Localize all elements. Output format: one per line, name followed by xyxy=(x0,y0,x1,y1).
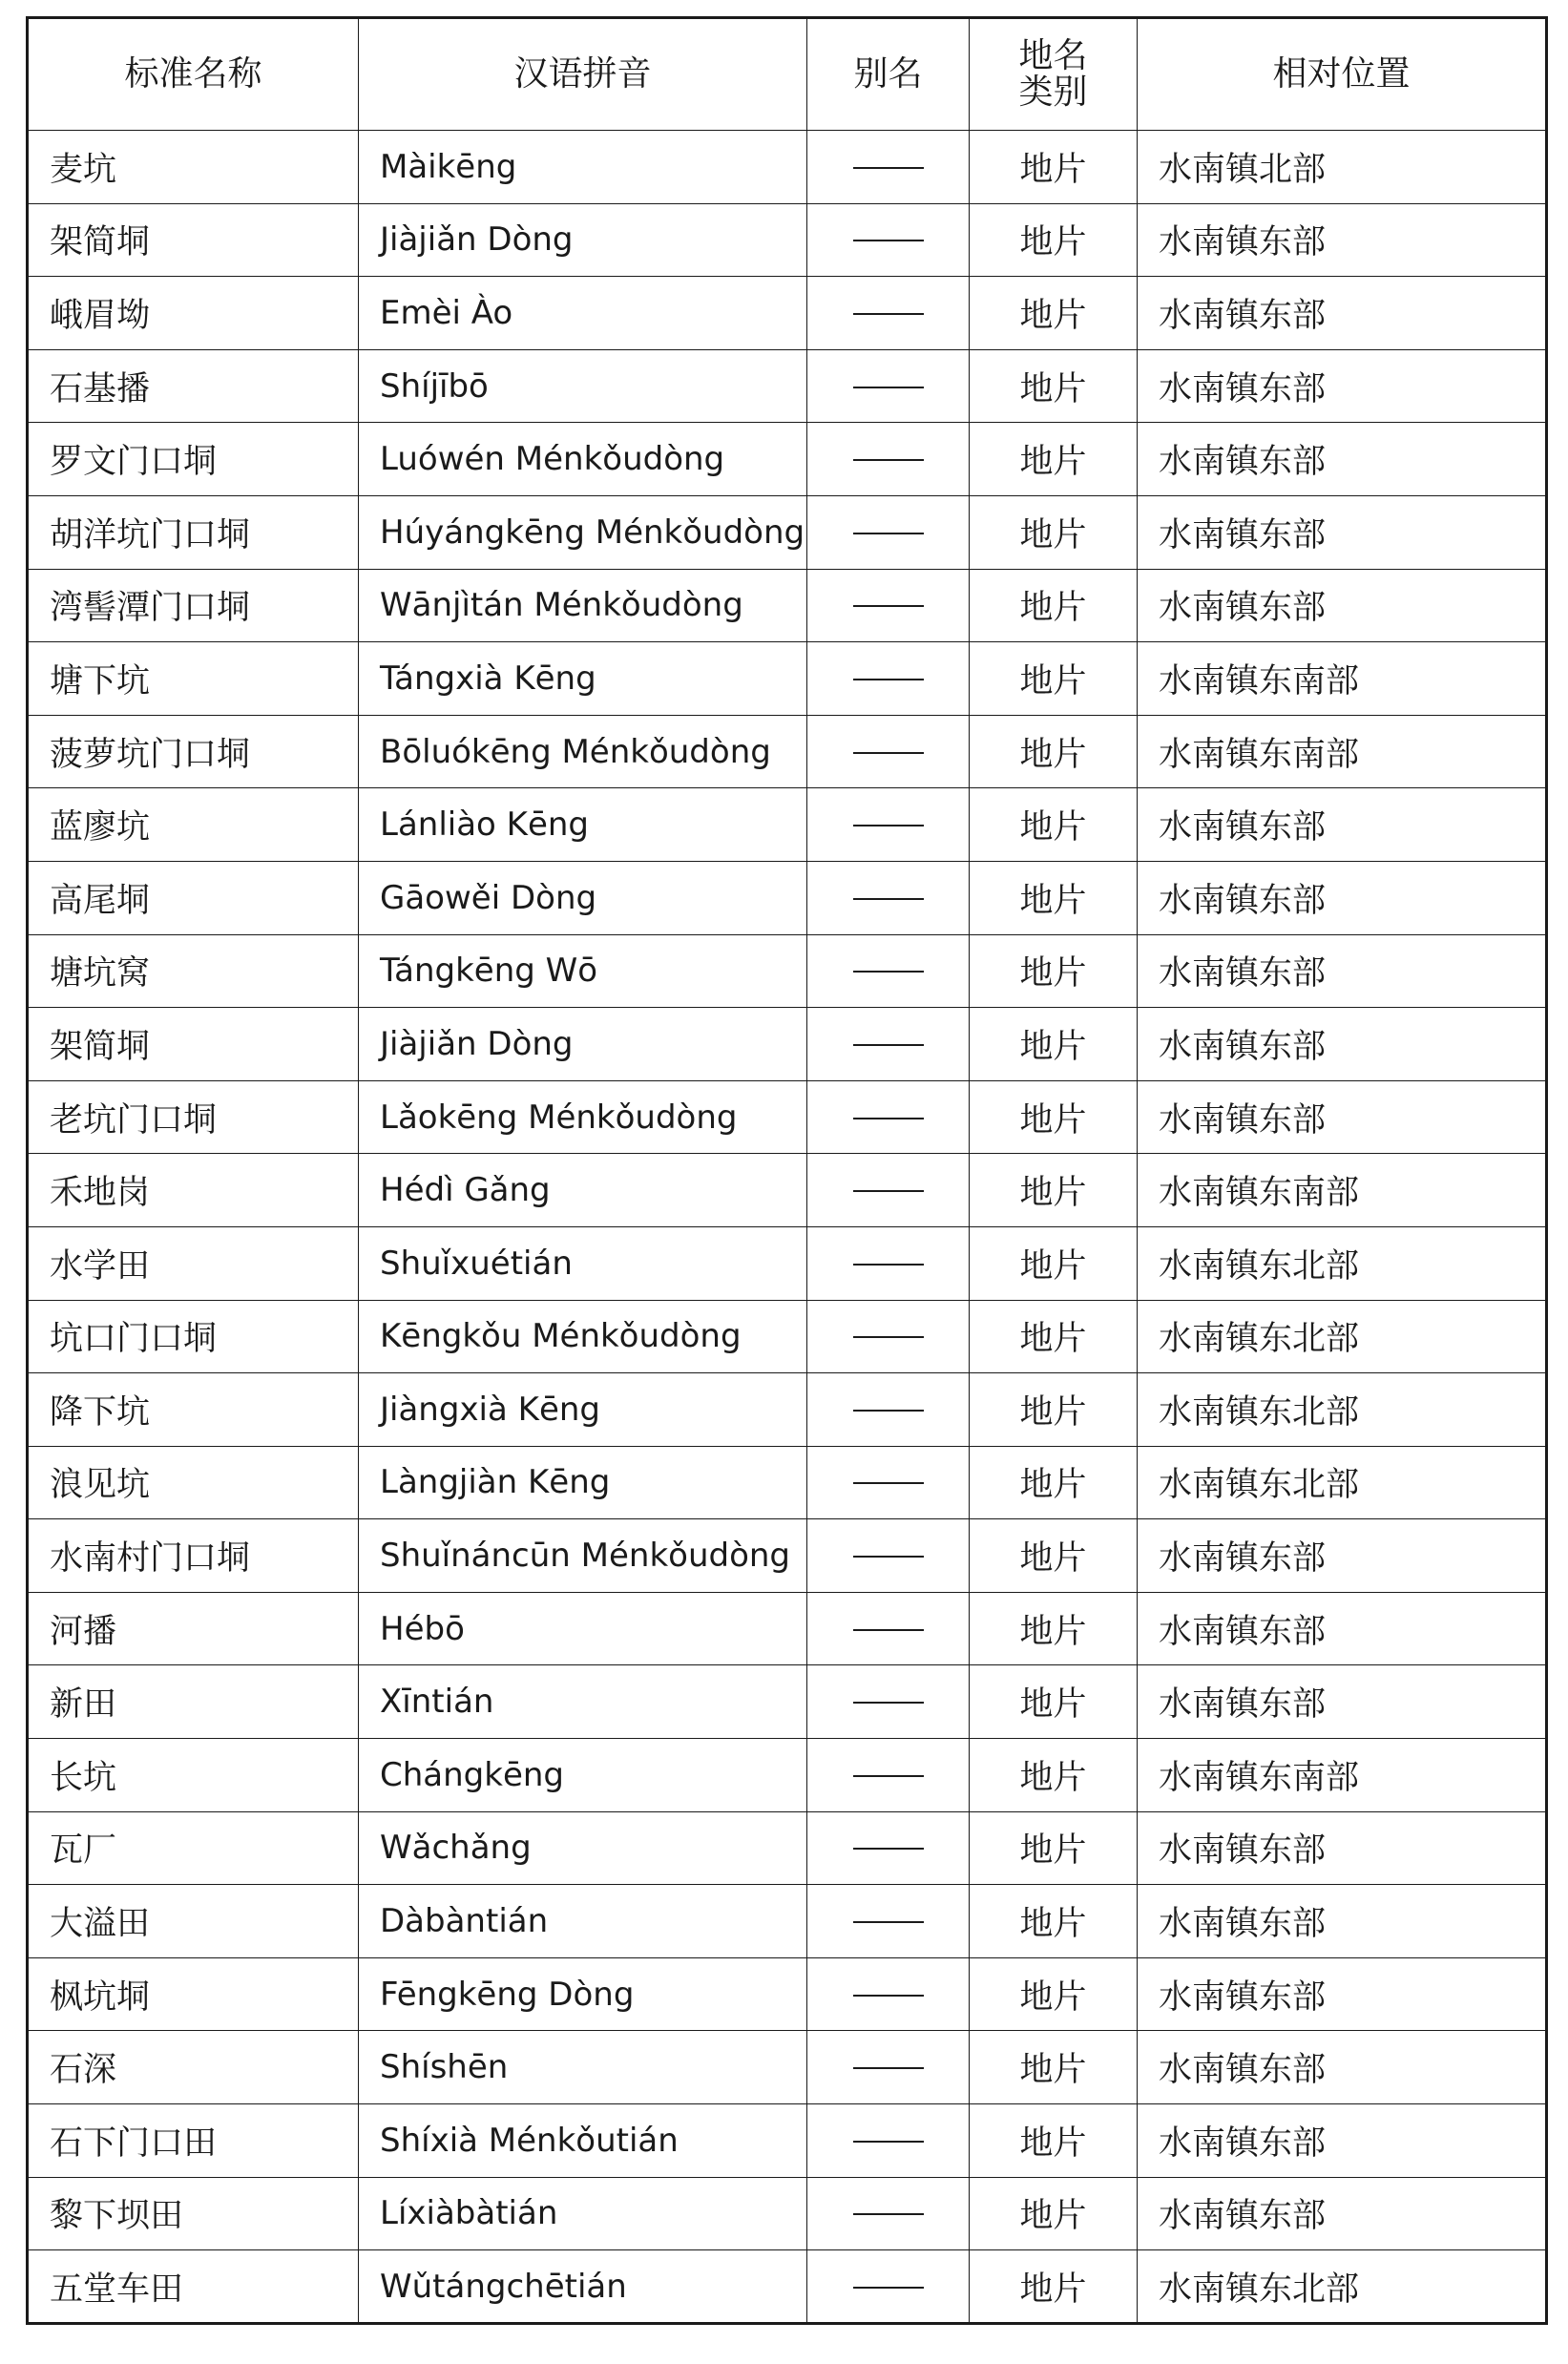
alias-dash xyxy=(853,2287,924,2289)
cell-place-type: 地片 xyxy=(970,495,1138,569)
cell-standard-name: 湾髻潭门口垌 xyxy=(28,569,359,642)
cell-place-type: 地片 xyxy=(970,131,1138,204)
cell-place-type: 地片 xyxy=(970,715,1138,788)
cell-place-type: 地片 xyxy=(970,1957,1138,2031)
cell-alias xyxy=(807,1300,970,1373)
place-name-table xyxy=(26,16,1548,2325)
alias-dash xyxy=(853,2213,924,2215)
table-row xyxy=(28,1592,1547,1665)
cell-place-type: 地片 xyxy=(970,788,1138,862)
cell-alias xyxy=(807,277,970,350)
alias-dash xyxy=(853,167,924,169)
cell-pinyin: Kēngkǒu Ménkǒudòng xyxy=(359,1300,807,1373)
cell-standard-name: 石深 xyxy=(28,2031,359,2104)
cell-relative-position: 水南镇东部 xyxy=(1138,788,1547,862)
cell-place-type: 地片 xyxy=(970,642,1138,716)
cell-place-type: 地片 xyxy=(970,423,1138,496)
header-relative-position: 相对位置 xyxy=(1138,18,1547,131)
cell-relative-position: 水南镇东北部 xyxy=(1138,1446,1547,1519)
alias-dash xyxy=(853,1702,924,1704)
cell-standard-name: 降下坑 xyxy=(28,1373,359,1447)
cell-pinyin: Wǎchǎng xyxy=(359,1811,807,1885)
cell-standard-name: 水南村门口垌 xyxy=(28,1519,359,1593)
table-row xyxy=(28,1519,1547,1593)
cell-relative-position: 水南镇东部 xyxy=(1138,934,1547,1008)
cell-pinyin: Chángkēng xyxy=(359,1739,807,1812)
cell-pinyin: Hébō xyxy=(359,1592,807,1665)
cell-place-type: 地片 xyxy=(970,349,1138,423)
cell-alias xyxy=(807,1739,970,1812)
table-row xyxy=(28,349,1547,423)
cell-alias xyxy=(807,1811,970,1885)
table-row xyxy=(28,1226,1547,1300)
cell-alias xyxy=(807,349,970,423)
cell-alias xyxy=(807,1226,970,1300)
cell-place-type: 地片 xyxy=(970,1446,1138,1519)
cell-pinyin: Tángkēng Wō xyxy=(359,934,807,1008)
cell-relative-position: 水南镇东部 xyxy=(1138,277,1547,350)
cell-relative-position: 水南镇东南部 xyxy=(1138,715,1547,788)
cell-pinyin: Tángxià Kēng xyxy=(359,642,807,716)
cell-pinyin: Hédì Gǎng xyxy=(359,1154,807,1227)
cell-pinyin: Wǔtángchētián xyxy=(359,2250,807,2324)
alias-dash xyxy=(853,898,924,900)
cell-relative-position: 水南镇东部 xyxy=(1138,1665,1547,1739)
table-row xyxy=(28,1446,1547,1519)
cell-alias xyxy=(807,569,970,642)
cell-pinyin: Líxiàbàtián xyxy=(359,2177,807,2250)
cell-relative-position: 水南镇东北部 xyxy=(1138,1300,1547,1373)
table-row xyxy=(28,277,1547,350)
cell-alias xyxy=(807,934,970,1008)
alias-dash xyxy=(853,1264,924,1266)
cell-relative-position: 水南镇北部 xyxy=(1138,131,1547,204)
cell-pinyin: Màikēng xyxy=(359,131,807,204)
cell-pinyin: Shíxià Ménkǒutián xyxy=(359,2104,807,2178)
table-row xyxy=(28,1080,1547,1154)
cell-place-type: 地片 xyxy=(970,1226,1138,1300)
cell-relative-position: 水南镇东部 xyxy=(1138,423,1547,496)
cell-relative-position: 水南镇东北部 xyxy=(1138,1226,1547,1300)
table-row xyxy=(28,1957,1547,2031)
cell-standard-name: 老坑门口垌 xyxy=(28,1080,359,1154)
cell-place-type: 地片 xyxy=(970,1739,1138,1812)
cell-pinyin: Shíshēn xyxy=(359,2031,807,2104)
cell-pinyin: Shuǐnáncūn Ménkǒudòng xyxy=(359,1519,807,1593)
cell-pinyin: Xīntián xyxy=(359,1665,807,1739)
cell-relative-position: 水南镇东南部 xyxy=(1138,642,1547,716)
cell-standard-name: 长坑 xyxy=(28,1739,359,1812)
alias-dash xyxy=(853,1190,924,1192)
header-pinyin: 汉语拼音 xyxy=(359,18,807,131)
table-row xyxy=(28,2031,1547,2104)
alias-dash xyxy=(853,752,924,754)
cell-place-type: 地片 xyxy=(970,1300,1138,1373)
cell-alias xyxy=(807,131,970,204)
cell-alias xyxy=(807,1373,970,1447)
cell-place-type: 地片 xyxy=(970,1665,1138,1739)
cell-relative-position: 水南镇东部 xyxy=(1138,1811,1547,1885)
header-alias: 别名 xyxy=(807,18,970,131)
cell-place-type: 地片 xyxy=(970,1519,1138,1593)
table-row xyxy=(28,642,1547,716)
alias-dash xyxy=(853,1336,924,1338)
cell-relative-position: 水南镇东北部 xyxy=(1138,1373,1547,1447)
table-row xyxy=(28,1154,1547,1227)
alias-dash xyxy=(853,605,924,607)
cell-standard-name: 水学田 xyxy=(28,1226,359,1300)
cell-standard-name: 浪见坑 xyxy=(28,1446,359,1519)
cell-place-type: 地片 xyxy=(970,569,1138,642)
cell-pinyin: Lǎokēng Ménkǒudòng xyxy=(359,1080,807,1154)
cell-alias xyxy=(807,2250,970,2324)
cell-standard-name: 河播 xyxy=(28,1592,359,1665)
alias-dash xyxy=(853,387,924,388)
table-row xyxy=(28,131,1547,204)
cell-pinyin: Lánliào Kēng xyxy=(359,788,807,862)
table-row xyxy=(28,2177,1547,2250)
cell-relative-position: 水南镇东部 xyxy=(1138,349,1547,423)
alias-dash xyxy=(853,2067,924,2069)
cell-place-type: 地片 xyxy=(970,2031,1138,2104)
cell-place-type: 地片 xyxy=(970,1154,1138,1227)
cell-place-type: 地片 xyxy=(970,1592,1138,1665)
cell-pinyin: Wānjìtán Ménkǒudòng xyxy=(359,569,807,642)
cell-alias xyxy=(807,2177,970,2250)
cell-alias xyxy=(807,1008,970,1081)
alias-dash xyxy=(853,1995,924,1997)
alias-dash xyxy=(853,1848,924,1850)
table-row xyxy=(28,788,1547,862)
alias-dash xyxy=(853,825,924,826)
cell-place-type: 地片 xyxy=(970,2177,1138,2250)
cell-pinyin: Bōluókēng Ménkǒudòng xyxy=(359,715,807,788)
cell-place-type: 地片 xyxy=(970,1885,1138,1958)
cell-relative-position: 水南镇东部 xyxy=(1138,569,1547,642)
cell-relative-position: 水南镇东部 xyxy=(1138,495,1547,569)
alias-dash xyxy=(853,1629,924,1631)
cell-standard-name: 架简垌 xyxy=(28,1008,359,1081)
cell-relative-position: 水南镇东部 xyxy=(1138,2177,1547,2250)
cell-standard-name: 五堂车田 xyxy=(28,2250,359,2324)
cell-standard-name: 峨眉坳 xyxy=(28,277,359,350)
cell-alias xyxy=(807,642,970,716)
cell-standard-name: 塘下坑 xyxy=(28,642,359,716)
cell-pinyin: Húyángkēng Ménkǒudòng xyxy=(359,495,807,569)
table-row xyxy=(28,1739,1547,1812)
cell-standard-name: 坑口门口垌 xyxy=(28,1300,359,1373)
alias-dash xyxy=(853,971,924,973)
cell-place-type: 地片 xyxy=(970,1811,1138,1885)
cell-alias xyxy=(807,788,970,862)
table-row xyxy=(28,569,1547,642)
cell-alias xyxy=(807,1885,970,1958)
cell-pinyin: Shuǐxuétián xyxy=(359,1226,807,1300)
alias-dash xyxy=(853,679,924,680)
alias-dash xyxy=(853,1921,924,1923)
alias-dash xyxy=(853,533,924,534)
table-row xyxy=(28,861,1547,934)
cell-standard-name: 罗文门口垌 xyxy=(28,423,359,496)
cell-standard-name: 蓝廖坑 xyxy=(28,788,359,862)
cell-standard-name: 麦坑 xyxy=(28,131,359,204)
cell-standard-name: 胡洋坑门口垌 xyxy=(28,495,359,569)
alias-dash xyxy=(853,1482,924,1484)
cell-pinyin: Fēngkēng Dòng xyxy=(359,1957,807,2031)
table-row xyxy=(28,1665,1547,1739)
cell-alias xyxy=(807,861,970,934)
cell-standard-name: 瓦厂 xyxy=(28,1811,359,1885)
cell-standard-name: 新田 xyxy=(28,1665,359,1739)
header-place-type-line1: 地名 xyxy=(1018,36,1088,76)
table-row xyxy=(28,1300,1547,1373)
cell-relative-position: 水南镇东部 xyxy=(1138,1885,1547,1958)
header-place-type-line2: 类别 xyxy=(1018,73,1088,112)
cell-pinyin: Làngjiàn Kēng xyxy=(359,1446,807,1519)
cell-alias xyxy=(807,1592,970,1665)
alias-dash xyxy=(853,1556,924,1558)
cell-place-type: 地片 xyxy=(970,2104,1138,2178)
cell-alias xyxy=(807,2104,970,2178)
table-row xyxy=(28,1008,1547,1081)
cell-alias xyxy=(807,715,970,788)
table-body xyxy=(28,131,1547,2324)
cell-relative-position: 水南镇东部 xyxy=(1138,2104,1547,2178)
cell-alias xyxy=(807,1080,970,1154)
cell-relative-position: 水南镇东部 xyxy=(1138,861,1547,934)
table-row xyxy=(28,1373,1547,1447)
table-row xyxy=(28,2250,1547,2324)
cell-pinyin: Gāowěi Dòng xyxy=(359,861,807,934)
header-row xyxy=(28,18,1547,131)
cell-alias xyxy=(807,1519,970,1593)
cell-relative-position: 水南镇东部 xyxy=(1138,1592,1547,1665)
cell-relative-position: 水南镇东南部 xyxy=(1138,1739,1547,1812)
cell-place-type: 地片 xyxy=(970,1008,1138,1081)
cell-alias xyxy=(807,423,970,496)
cell-alias xyxy=(807,1957,970,2031)
alias-dash xyxy=(853,240,924,241)
alias-dash xyxy=(853,313,924,315)
cell-standard-name: 石基播 xyxy=(28,349,359,423)
cell-place-type: 地片 xyxy=(970,1373,1138,1447)
alias-dash xyxy=(853,1775,924,1777)
cell-standard-name: 大溢田 xyxy=(28,1885,359,1958)
cell-relative-position: 水南镇东北部 xyxy=(1138,2250,1547,2324)
alias-dash xyxy=(853,1044,924,1046)
cell-standard-name: 高尾垌 xyxy=(28,861,359,934)
table-row xyxy=(28,1885,1547,1958)
alias-dash xyxy=(853,459,924,461)
cell-place-type: 地片 xyxy=(970,203,1138,277)
cell-relative-position: 水南镇东部 xyxy=(1138,1008,1547,1081)
cell-relative-position: 水南镇东部 xyxy=(1138,1519,1547,1593)
cell-place-type: 地片 xyxy=(970,2250,1138,2324)
cell-relative-position: 水南镇东部 xyxy=(1138,203,1547,277)
cell-pinyin: Jiàngxià Kēng xyxy=(359,1373,807,1447)
cell-standard-name: 黎下坝田 xyxy=(28,2177,359,2250)
cell-standard-name: 架简垌 xyxy=(28,203,359,277)
alias-dash xyxy=(853,1118,924,1119)
alias-dash xyxy=(853,1410,924,1412)
table-row xyxy=(28,423,1547,496)
cell-standard-name: 禾地岗 xyxy=(28,1154,359,1227)
cell-pinyin: Shíjībō xyxy=(359,349,807,423)
table-row xyxy=(28,934,1547,1008)
table-header xyxy=(28,18,1547,131)
table-row xyxy=(28,715,1547,788)
cell-pinyin: Jiàjiǎn Dòng xyxy=(359,1008,807,1081)
cell-alias xyxy=(807,2031,970,2104)
cell-standard-name: 石下门口田 xyxy=(28,2104,359,2178)
cell-pinyin: Emèi Ào xyxy=(359,277,807,350)
cell-place-type: 地片 xyxy=(970,1080,1138,1154)
cell-standard-name: 枫坑垌 xyxy=(28,1957,359,2031)
table-row xyxy=(28,1811,1547,1885)
cell-pinyin: Luówén Ménkǒudòng xyxy=(359,423,807,496)
cell-pinyin: Dàbàntián xyxy=(359,1885,807,1958)
table-row xyxy=(28,203,1547,277)
table-row xyxy=(28,495,1547,569)
place-name-table-container xyxy=(26,16,1545,2325)
cell-alias xyxy=(807,1154,970,1227)
cell-alias xyxy=(807,1446,970,1519)
header-standard-name: 标准名称 xyxy=(28,18,359,131)
cell-place-type: 地片 xyxy=(970,277,1138,350)
cell-pinyin: Jiàjiǎn Dòng xyxy=(359,203,807,277)
header-place-type xyxy=(970,18,1138,131)
cell-relative-position: 水南镇东部 xyxy=(1138,2031,1547,2104)
cell-alias xyxy=(807,495,970,569)
cell-place-type: 地片 xyxy=(970,934,1138,1008)
cell-standard-name: 菠萝坑门口垌 xyxy=(28,715,359,788)
cell-alias xyxy=(807,203,970,277)
cell-standard-name: 塘坑窝 xyxy=(28,934,359,1008)
cell-place-type: 地片 xyxy=(970,861,1138,934)
cell-relative-position: 水南镇东部 xyxy=(1138,1080,1547,1154)
cell-relative-position: 水南镇东南部 xyxy=(1138,1154,1547,1227)
cell-relative-position: 水南镇东部 xyxy=(1138,1957,1547,2031)
table-row xyxy=(28,2104,1547,2178)
alias-dash xyxy=(853,2141,924,2143)
cell-alias xyxy=(807,1665,970,1739)
